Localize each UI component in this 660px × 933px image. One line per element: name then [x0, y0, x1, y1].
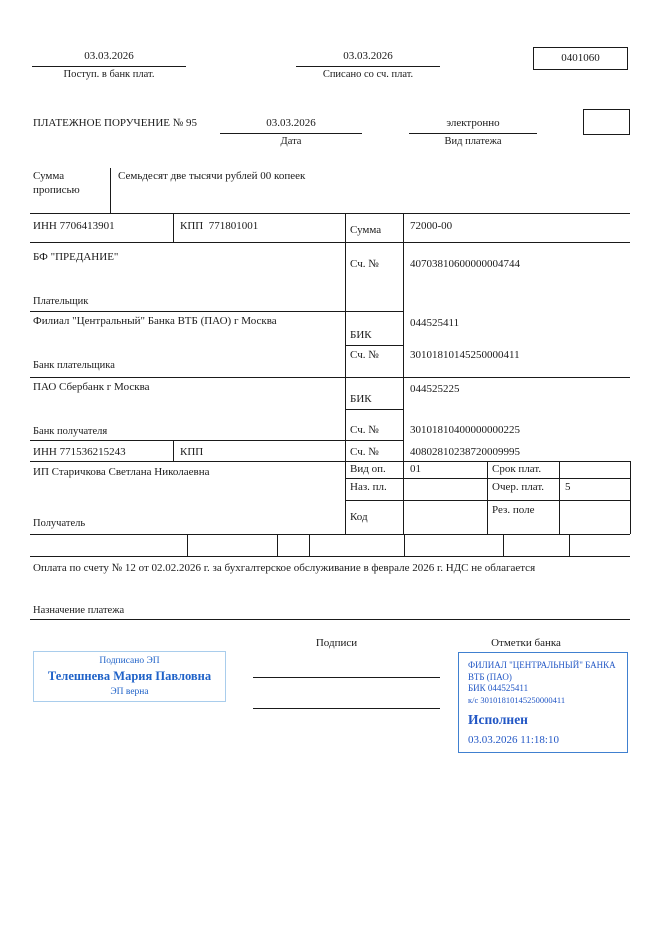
- signatures-label: Подписи: [315, 637, 358, 649]
- ep-valid-label: ЭП верна: [110, 686, 149, 697]
- payer-bank-account: 30101810145250000411: [410, 349, 520, 361]
- bank-marks-label: Отметки банка: [491, 637, 561, 649]
- payee-bank-section-label: Банк получателя: [33, 426, 108, 437]
- table-border: [30, 377, 630, 378]
- bank-stamp-branch-line2: ВТБ (ПАО): [468, 671, 512, 682]
- signature-line: [253, 708, 440, 709]
- table-border: [173, 440, 174, 461]
- table-border: [569, 534, 570, 556]
- payee-account: 40802810238720009995: [410, 446, 520, 458]
- table-border: [30, 619, 630, 620]
- table-border: [187, 534, 188, 556]
- bank-stamp-datetime: 03.03.2026 11:18:10: [468, 733, 559, 746]
- payment-kind-empty-box: [583, 109, 630, 135]
- table-border: [345, 409, 403, 410]
- table-border: [30, 440, 403, 441]
- op-kind-label: Вид оп.: [350, 463, 386, 475]
- received-in-bank-label: Поступ. в банк плат.: [63, 69, 155, 80]
- table-border: [487, 461, 488, 534]
- table-border: [30, 534, 630, 535]
- payee-account-label: Сч. №: [350, 446, 379, 458]
- payee-bank-account: 30101810400000000225: [410, 424, 520, 436]
- amount-in-words: Семьдесят две тысячи рублей 00 копеек: [118, 170, 306, 182]
- electronic-signature-stamp: [33, 651, 226, 702]
- bank-stamp-corr-account: к/с 30101810145250000411: [468, 694, 566, 705]
- amount-words-label-1: Сумма: [33, 170, 65, 182]
- pay-term-label: Срок плат.: [492, 463, 542, 475]
- form-code: 0401060: [561, 52, 600, 64]
- payer-inn: ИНН 7706413901: [33, 220, 115, 232]
- date-label: Дата: [280, 136, 302, 147]
- payer-bank-account-label: Сч. №: [350, 349, 379, 361]
- table-border: [559, 461, 560, 534]
- payment-purpose-label: Назначение платежа: [33, 605, 125, 616]
- debited-date-underline: [296, 66, 440, 67]
- payee-bank-name: ПАО Сбербанк г Москва: [33, 381, 150, 393]
- debited-date: 03.03.2026: [343, 50, 393, 62]
- table-border: [110, 168, 111, 213]
- date-underline: [220, 133, 362, 134]
- table-border: [30, 213, 630, 214]
- table-border: [30, 556, 630, 557]
- table-border: [173, 213, 174, 242]
- received-in-bank-date: 03.03.2026: [84, 50, 134, 62]
- table-border: [503, 534, 504, 556]
- table-border: [277, 534, 278, 556]
- payer-name: БФ "ПРЕДАНИЕ": [33, 251, 119, 263]
- priority-value: 5: [565, 481, 571, 493]
- table-border: [630, 461, 631, 534]
- sum-label: Сумма: [350, 224, 382, 236]
- purpose-code-label: Наз. пл.: [350, 481, 387, 493]
- table-border: [404, 534, 405, 556]
- bank-stamp-status: Исполнен: [468, 711, 528, 727]
- payee-bank-account-label: Сч. №: [350, 424, 379, 436]
- payee-kpp-label: КПП: [180, 446, 204, 458]
- op-kind-value: 01: [410, 463, 421, 475]
- payment-kind-label: Вид платежа: [444, 136, 502, 147]
- payer-kpp: КПП 771801001: [180, 220, 259, 232]
- sum-value: 72000-00: [410, 220, 453, 232]
- table-border: [30, 242, 630, 243]
- signature-line: [253, 677, 440, 678]
- priority-label: Очер. плат.: [492, 481, 545, 493]
- code-label: Код: [350, 511, 368, 523]
- payer-bank-name: Филиал "Центральный" Банка ВТБ (ПАО) г Москва: [33, 315, 277, 327]
- table-border: [345, 345, 403, 346]
- payment-kind-value: электронно: [446, 117, 500, 129]
- bank-stamp-branch-line1: ФИЛИАЛ "ЦЕНТРАЛЬНЫЙ" БАНКА: [468, 660, 616, 670]
- payment-kind-underline: [409, 133, 537, 134]
- payer-bank-bik-label: БИК: [350, 329, 372, 341]
- table-border: [30, 461, 630, 462]
- signer-name: Телешнева Мария Павловна: [47, 669, 212, 684]
- received-date-underline: [32, 66, 186, 67]
- payer-section-label: Плательщик: [33, 296, 89, 307]
- document-title: ПЛАТЕЖНОЕ ПОРУЧЕНИЕ № 95: [33, 117, 198, 129]
- payee-bank-bik-label: БИК: [350, 393, 372, 405]
- table-border: [30, 311, 403, 312]
- payer-account: 40703810600000004744: [410, 258, 520, 270]
- payment-purpose-text: Оплата по счету № 12 от 02.02.2026 г. за бухгалтерское обслуживание в феврале 2026 г. НДС не облагается: [33, 562, 536, 574]
- table-border: [345, 213, 346, 534]
- table-border: [309, 534, 310, 556]
- form-code-box: [533, 47, 628, 70]
- payee-bank-bik: 044525225: [410, 383, 460, 395]
- payer-bank-bik: 044525411: [410, 317, 460, 329]
- bank-execution-stamp: [458, 652, 628, 753]
- table-border: [403, 213, 404, 534]
- payer-account-label: Сч. №: [350, 258, 379, 270]
- signed-by-ep-label: Подписано ЭП: [99, 655, 160, 666]
- payee-section-label: Получатель: [33, 518, 86, 529]
- payee-name: ИП Старичкова Светлана Николаевна: [33, 466, 210, 478]
- payee-inn: ИНН 771536215243: [33, 446, 126, 458]
- bank-stamp-bik: БИК 044525411: [468, 683, 529, 694]
- reserve-field-label: Рез. поле: [492, 504, 535, 516]
- document-date: 03.03.2026: [266, 117, 316, 129]
- amount-words-label-2: прописью: [33, 184, 80, 196]
- debited-label: Списано со сч. плат.: [322, 69, 414, 80]
- payer-bank-section-label: Банк плательщика: [33, 360, 115, 371]
